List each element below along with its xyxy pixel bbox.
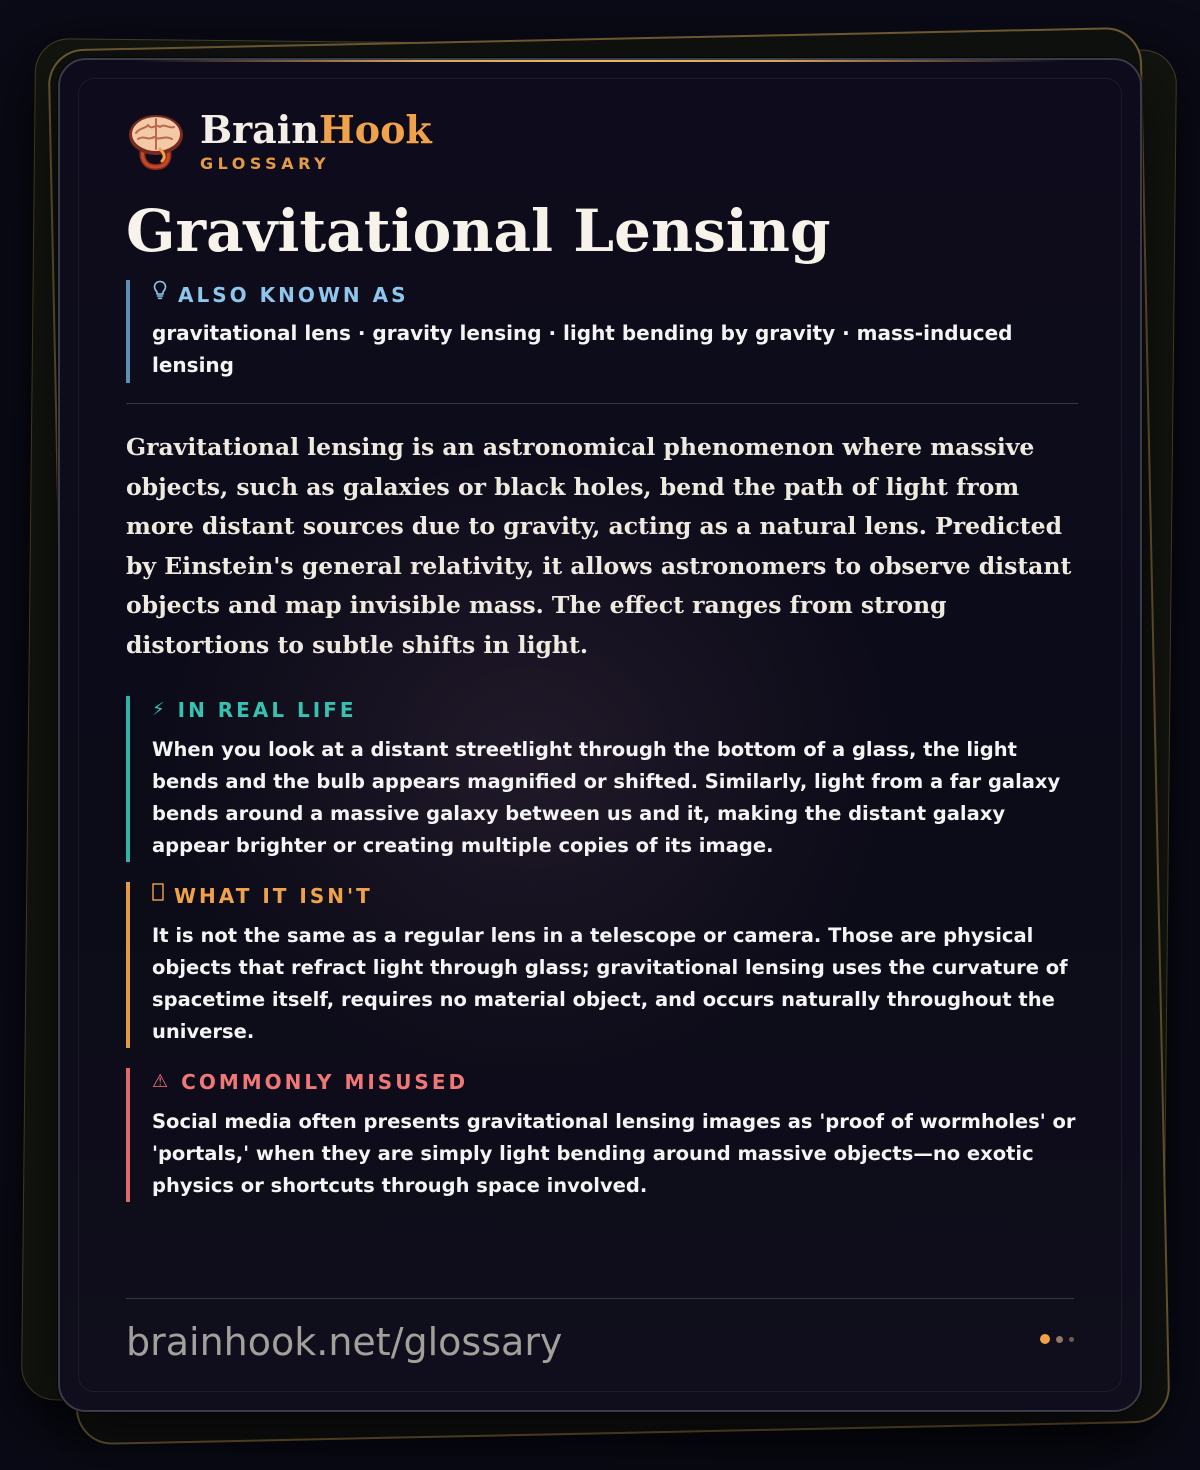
what-it-isnt-label-text: WHAT IT ISN'T (174, 883, 373, 908)
brand-name (200, 106, 432, 152)
commonly-misused-section (126, 1068, 1078, 1202)
pagination-dot-active (1040, 1334, 1050, 1344)
commonly-misused-label (152, 1068, 1078, 1096)
glossary-card (58, 58, 1142, 1412)
what-it-isnt-section (126, 882, 1078, 1048)
warning-icon: ⚠ (152, 1070, 172, 1092)
card-content (126, 104, 1078, 1202)
card-top-accent-line (140, 60, 1060, 62)
brand-text (200, 106, 432, 173)
lightbulb-icon (152, 280, 168, 309)
also-known-as-text: gravitational lens · gravity lensing · light bending by gravity · mass-induced lensing (152, 321, 1013, 377)
brand-name-hook: Hook (318, 106, 432, 152)
definition-text: Gravitational lensing is an astronomical phenomenon where massive objects, such as galaxies or black holes, bend the path of light from more distant sources due to gravity, acting as a natural lens. Predicted by Einstein's general relativity, it allows astronomers to observe distant objects and map invisible mass. The effect ranges from strong distortions to subtle shifts in light. (126, 433, 1072, 659)
also-known-as-label (152, 280, 1078, 309)
also-known-as-section (126, 280, 1078, 383)
lightning-icon: ⚡ (152, 698, 168, 720)
also-known-as-label-text: ALSO KNOWN AS (178, 282, 409, 307)
in-real-life-text: When you look at a distant streetlight through the bottom of a glass, the light bends and the bulb appears magnified or shifted. Similarly, light from a far galaxy bends around a massive galaxy between us and it, making the distant galaxy appear brighter or creating multiple copies of its image. (152, 737, 1061, 857)
no-entry-icon (152, 882, 164, 910)
pagination-dot (1069, 1337, 1074, 1342)
what-it-isnt-label (152, 882, 1078, 910)
what-it-isnt-text: It is not the same as a regular lens in a telescope or camera. Those are physical objects that refract light through glass; gravitational lensing uses the curvature of spacetime itself, requires no material object, and occurs naturally throughout the universe. (152, 923, 1068, 1043)
commonly-misused-label-text: COMMONLY MISUSED (181, 1069, 469, 1094)
brain-hook-icon (126, 111, 186, 171)
brand-header (126, 104, 1078, 178)
footer-url[interactable]: brainhook.net/glossary (126, 1320, 563, 1364)
pagination-dot (1056, 1336, 1063, 1343)
in-real-life-section (126, 696, 1078, 862)
in-real-life-label-text: IN REAL LIFE (177, 697, 357, 722)
brand-subtitle: GLOSSARY (200, 153, 331, 173)
brand-name-brain: Brain (200, 106, 319, 152)
in-real-life-label (152, 696, 1078, 724)
pagination-dots (1034, 1334, 1074, 1344)
card-footer (126, 1298, 1074, 1379)
section-divider (126, 403, 1078, 404)
commonly-misused-text: Social media often presents gravitational lensing images as 'proof of wormholes' or 'portals,' when they are simply light bending around massive objects—no exotic physics or shortcuts through space involved. (152, 1109, 1076, 1197)
term-title: Gravitational Lensing (126, 197, 831, 265)
